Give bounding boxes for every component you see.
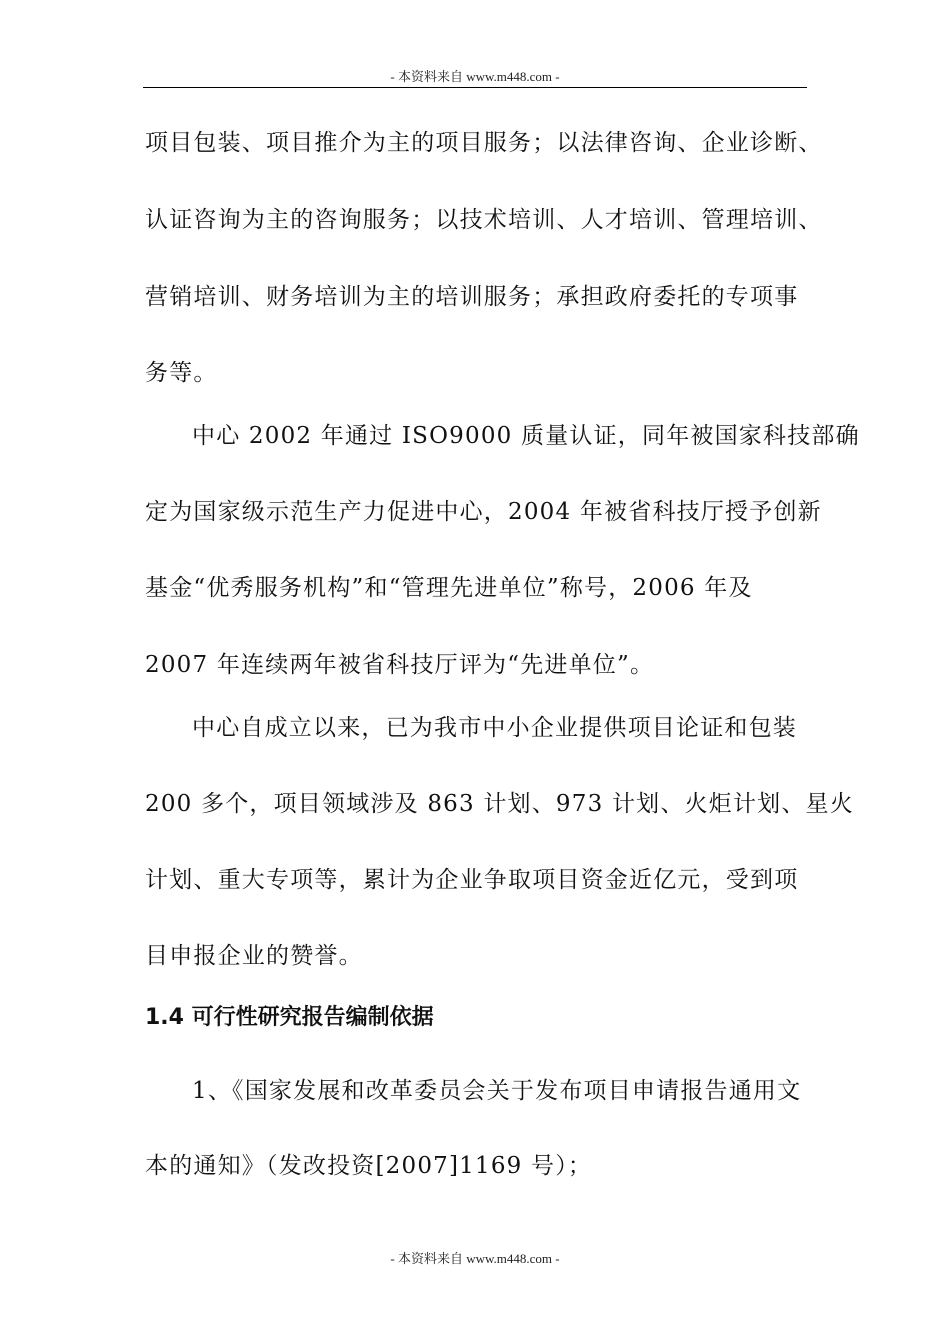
text-line: 1、《国家发展和改革委员会关于发布项目申请报告通用文 (192, 1078, 802, 1104)
section-heading: 1.4 可行性研究报告编制依据 (145, 1005, 434, 1030)
text-line: 中心自成立以来，已为我市中小企业提供项目论证和包装 (192, 715, 797, 741)
text-line: 基金“优秀服务机构”和“管理先进单位”称号，2006 年及 (145, 575, 753, 601)
text-line: 营销培训、财务培训为主的培训服务；承担政府委托的专项事 (145, 284, 799, 310)
page-footer: - 本资料来自 www.m448.com - (390, 1251, 560, 1266)
text-line: 2007 年连续两年被省科技厅评为“先进单位”。 (145, 652, 655, 678)
text-line: 中心 2002 年通过 ISO9000 质量认证，同年被国家科技部确 (192, 423, 860, 449)
text-line: 计划、重大专项等，累计为企业争取项目资金近亿元，受到项 (145, 867, 799, 893)
text-line: 目申报企业的赞誉。 (145, 943, 363, 969)
header-divider (143, 87, 807, 88)
page-header: - 本资料来自 www.m448.com - (390, 69, 560, 84)
text-line: 本的通知》（发改投资[2007]1169 号）； (145, 1153, 593, 1179)
text-line: 定为国家级示范生产力促进中心，2004 年被省科技厅授予创新 (145, 499, 822, 525)
text-line: 项目包装、项目推介为主的项目服务；以法律咨询、企业诊断、 (145, 130, 823, 156)
text-line: 认证咨询为主的咨询服务；以技术培训、人才培训、管理培训、 (145, 207, 823, 233)
text-line: 200 多个，项目领域涉及 863 计划、973 计划、火炬计划、星火 (145, 791, 854, 817)
text-line: 务等。 (145, 360, 218, 386)
